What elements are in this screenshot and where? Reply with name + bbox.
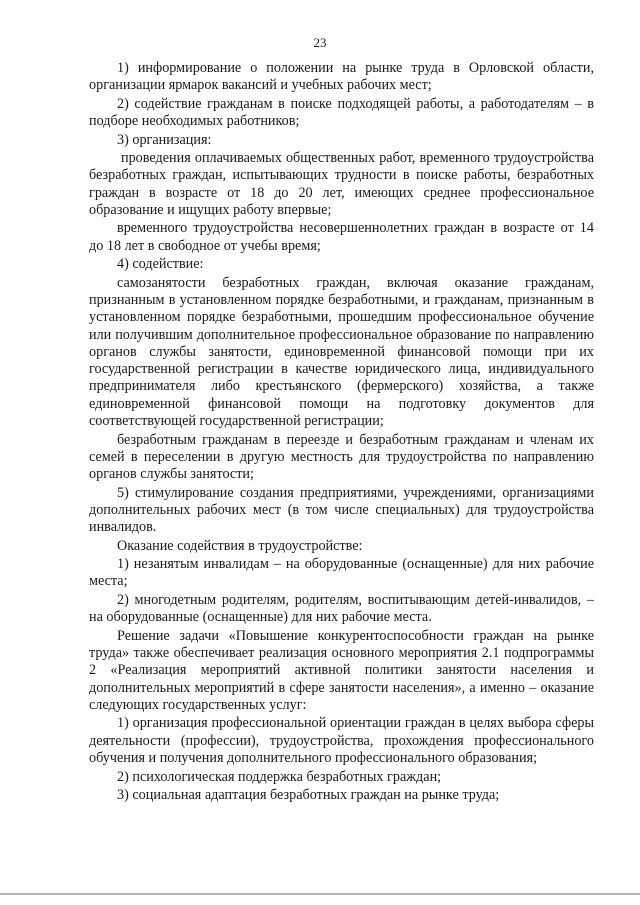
scan-edge-line xyxy=(0,893,640,895)
paragraph: 2) многодетным родителям, родителям, воспитывающим детей-инвалидов, – на оборудованные (оснащенные) для них рабочие места. xyxy=(89,591,594,626)
paragraph: 4) содействие: xyxy=(117,256,204,273)
paragraph: 1) организация профессиональной ориентации граждан в целях выбора сферы деятельности (профессии), трудоустройства, прохождения профессионального обучения и получения дополнительного профессионального образования; xyxy=(89,715,594,767)
paragraph: Оказание содействия в трудоустройстве: xyxy=(117,537,363,554)
document-body xyxy=(89,60,594,805)
paragraph: безработным гражданам в переезде и безработным гражданам и членам их семей в переселении в другую местность для трудоустройства по направлению органов службы занятости; xyxy=(89,431,594,483)
paragraph: 1) незанятым инвалидам – на оборудованные (оснащенные) для них рабочие места; xyxy=(89,556,594,590)
page-number: 23 xyxy=(313,35,327,50)
paragraph: 2) содействие гражданам в поиске подходящей работы, а работодателям – в подборе необходимых работников; xyxy=(89,95,594,130)
paragraph: 1) информирование о положении на рынке труда в Орловской области, организации ярмарок вакансий и учебных рабочих мест; xyxy=(89,60,594,94)
paragraph: 3) организация: xyxy=(117,131,212,148)
paragraph: проведения оплачиваемых общественных работ, временного трудоустройства безработных граждан, испытывающих трудности в поиске работы, безработных граждан в возрасте от 18 до 20 лет, имеющих среднее профессиональное образование и ищущих работу впервые; xyxy=(89,150,594,218)
paragraph: 5) стимулирование создания предприятиями, учреждениями, организациями дополнительных рабочих мест (в том числе специальных) для трудоустройства инвалидов. xyxy=(89,484,594,536)
paragraph: самозанятости безработных граждан, включая оказание гражданам, признанным в установленном порядке безработными, и гражданам, признанным в установленном порядке безработными, прошедшим профессиональное обучение или получившим дополнительное профессиональное образование по направлению органов службы занятости, единовременной финансовой помощи при их государственной регистрации в качестве юридического лица, индивидуального предпринимателя либо крестьянского (фермерского) хозяйства, а также единовременной финансовой помощи на подготовку документов для соответствующей государственной регистрации; xyxy=(89,274,594,430)
paragraph: временного трудоустройства несовершеннолетних граждан в возрасте от 14 до 18 лет в свободное от учебы время; xyxy=(89,220,594,254)
paragraph: 2) психологическая поддержка безработных граждан; xyxy=(117,768,442,785)
paragraph: Решение задачи «Повышение конкурентоспособности граждан на рынке труда» также обеспечивает реализация основного мероприятия 2.1 подпрограммы 2 «Реализация мероприятий активной политики занятости населения и дополнительных мероприятий в сфере занятости населения», а именно – оказание следующих государственных услуг: xyxy=(89,627,594,713)
paragraph: 3) социальная адаптация безработных граждан на рынке труда; xyxy=(117,786,500,803)
